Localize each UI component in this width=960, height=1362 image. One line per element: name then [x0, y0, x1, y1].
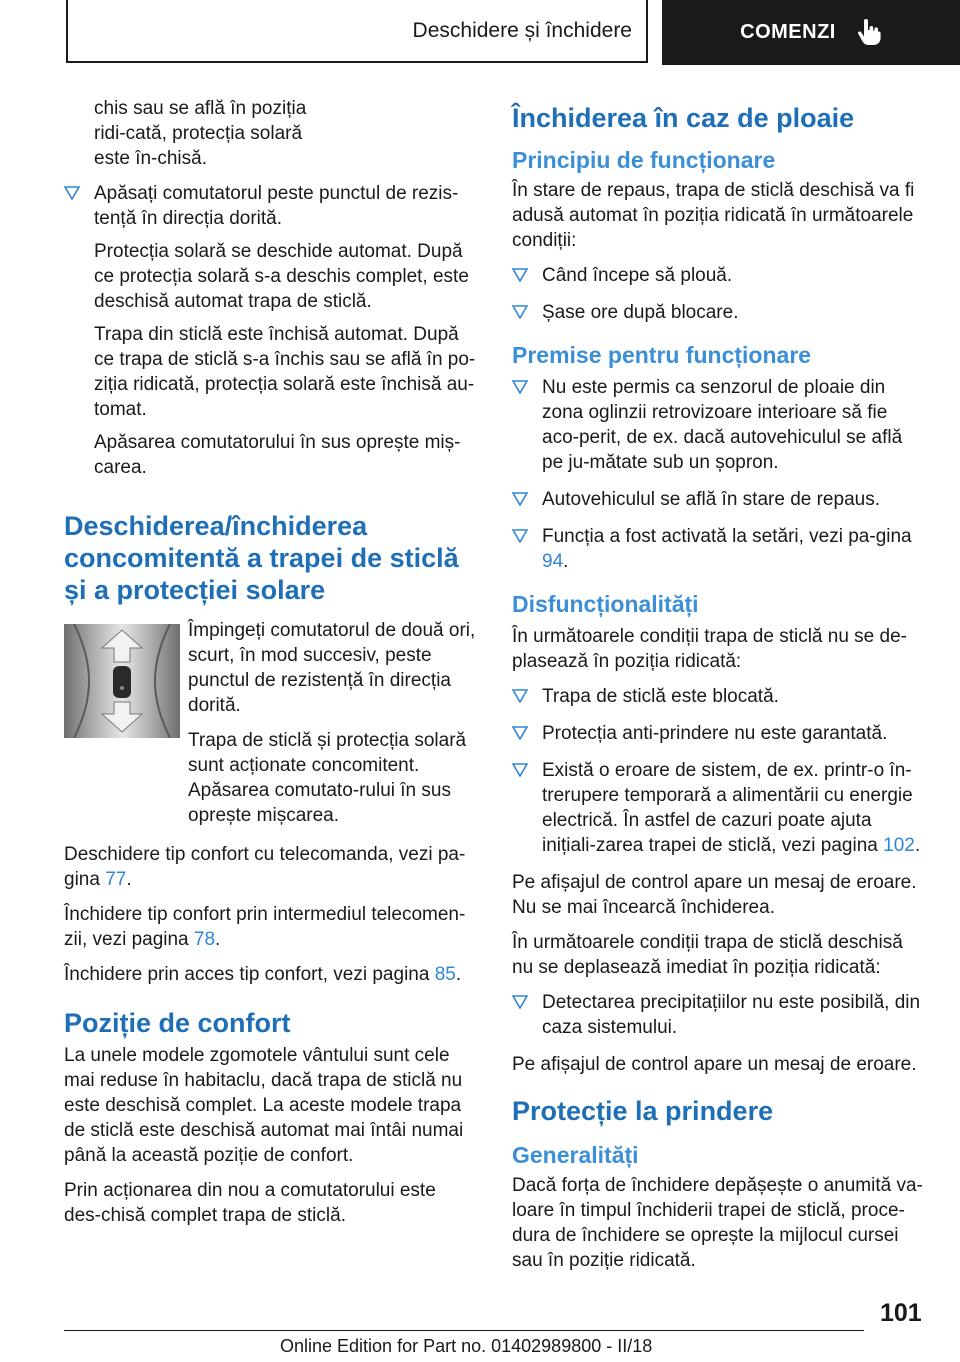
chapter-label: COMENZI [740, 21, 836, 43]
paragraph: În următoarele condiții trapa de sticlă deschisă nu se deplasează imediat în poziția ridicată: [512, 932, 903, 978]
left-column [64, 96, 478, 1238]
page-number: 101 [880, 1299, 922, 1327]
list-item [512, 375, 928, 475]
list-item-text-part: Funcția a fost activată la setări, vezi pa-gina [542, 526, 912, 547]
triangle-bullet-icon [512, 689, 528, 703]
page-link[interactable]: 94 [542, 551, 564, 572]
list-item-text: Funcția a fost activată la setări, vezi pa-gina 94. [542, 526, 912, 572]
list-item-text: Autovehiculul se află în stare de repaus. [542, 489, 880, 510]
switch-illustration [64, 624, 180, 738]
heading-malfunction: Disfuncționalități [512, 591, 699, 617]
figure-caption-2: Trapa de sticlă și protecția solară sunt acționate concomitent. Apăsarea comutato-rului în sus oprește mișcarea. [188, 730, 467, 826]
footer-edition: Online Edition for Part no. 01402989800 - II/18 [280, 1336, 653, 1356]
paragraph: Prin acționarea din nou a comutatorului este des-chisă complet trapa de sticlă. [64, 1180, 436, 1226]
paragraph: Protecția solară se deschide automat. După ce protecția solară s-a deschis complet, este deschisă automat trapa de sticlă. [94, 241, 469, 312]
heading-pinch: Protecție la prindere [512, 1096, 774, 1126]
list-item [512, 990, 928, 1040]
triangle-bullet-icon [512, 268, 528, 282]
triangle-bullet-icon [512, 763, 528, 777]
footer-divider [64, 1330, 864, 1331]
list-item [512, 300, 928, 325]
triangle-bullet-icon [512, 726, 528, 740]
paragraph: Dacă forța de închidere depășește o anumită va-loare în timpul închiderii trapei de sticlă, proce-dura de închidere se oprește la mijlocul cursei sau în poziție ridicată. [512, 1175, 923, 1271]
figure-block [64, 618, 478, 828]
paragraph: Închidere prin acces tip confort, vezi pagina 85. [64, 964, 462, 985]
triangle-bullet-icon [512, 305, 528, 319]
paragraph-text: Închidere prin acces tip confort, vezi pagina [64, 964, 430, 985]
list-item-text: Există o eroare de sistem, de ex. printr-o în-trerupere temporară a alimentării cu energie electrică. În astfel de cazuri poate ajuta inițiali-zarea trapei de sticlă, vezi pagina 102. [542, 760, 921, 856]
heading-rain: Închiderea în caz de ploaie [512, 103, 855, 133]
paragraph: În următoarele condiții trapa de sticlă nu se de-plasează în poziția ridicată: [512, 626, 907, 672]
page-link[interactable]: 85 [434, 964, 456, 985]
section-title: Deschidere și închidere [412, 18, 632, 42]
list-item-text: Nu este permis ca senzorul de ploaie din zona oglinzii retrovizoare interioare să fie aco-perit, de ex. dacă autovehiculul se află pe ju-mătate sub un șopron. [542, 377, 903, 473]
list-item-text: Trapa de sticlă este blocată. [542, 686, 779, 707]
triangle-bullet-icon [512, 995, 528, 1009]
header-chapter-tab[interactable] [662, 0, 960, 65]
paragraph: Închidere tip confort prin intermediul telecomen-zii, vezi pagina 78. [64, 904, 466, 950]
paragraph: Apăsarea comutatorului în sus oprește miș-carea. [94, 432, 461, 478]
continued-text: chis sau se află în poziția ridi-cată, protecția solară este în-chisă. [94, 98, 307, 169]
list-item [512, 263, 928, 288]
heading-premise: Premise pentru funcționare [512, 342, 812, 368]
list-item-text: Protecția anti-prindere nu este garantată. [542, 723, 888, 744]
page-link[interactable]: 78 [193, 929, 216, 950]
heading-comfort: Poziție de confort [64, 1008, 291, 1038]
figure-caption-start [188, 728, 478, 828]
paragraph: Trapa din sticlă este închisă automat. După ce trapa de sticlă s-a închis sau se află în po-ziția ridicată, protecția solară este închisă au-tomat. [94, 324, 476, 420]
triangle-bullet-icon [512, 380, 528, 394]
paragraph: La unele modele zgomotele vântului sunt cele mai reduse în habitaclu, dacă trapa de sticlă nu este deschisă complet. La aceste modele trapa de sticlă este deschisă automat mai întâi numai până la această poziție de confort. [64, 1045, 464, 1166]
figure-caption: Împingeți comutatorul de două ori, scurt, în mod succesiv, peste punctul de rezistență în direcția dorită. [188, 620, 476, 716]
right-column [512, 96, 928, 1283]
paragraph-text: Închidere tip confort prin intermediul telecomen-zii, vezi pagina [64, 904, 466, 950]
list-item [512, 758, 928, 858]
page-link[interactable]: 102 [883, 835, 915, 856]
paragraph: Pe afișajul de control apare un mesaj de eroare. Nu se mai încearcă închiderea. [512, 872, 917, 918]
paragraph: Deschidere tip confort cu telecomanda, vezi pa-gina 77. [64, 844, 466, 890]
header-section-title [66, 0, 648, 63]
hand-pointer-icon [856, 19, 882, 47]
list-item-text: Când începe să plouă. [542, 265, 733, 286]
heading-concomitent: Deschiderea/închiderea concomitentă a trapei de sticlă și a protecției solare [64, 511, 459, 605]
list-item-text: Apăsați comutatorul peste punctul de rezis-tență în direcția dorită. [94, 183, 459, 229]
list-item-text: Șase ore după blocare. [542, 302, 739, 323]
list-item [512, 524, 928, 574]
triangle-bullet-icon [512, 529, 528, 543]
heading-general: Generalități [512, 1142, 639, 1168]
list-item-text: Detectarea precipitațiilor nu este posibilă, din caza sistemului. [542, 992, 921, 1038]
list-item [512, 721, 928, 746]
paragraph: În stare de repaus, trapa de sticlă deschisă va fi adusă automat în poziția ridicată în următoarele condiții: [512, 180, 915, 251]
heading-principle: Principiu de funcționare [512, 147, 776, 173]
paragraph-text: Deschidere tip confort cu telecomanda, vezi pa-gina [64, 844, 466, 890]
list-item [64, 181, 478, 480]
triangle-bullet-icon [64, 186, 80, 200]
list-item [512, 487, 928, 512]
page-link[interactable]: 77 [105, 869, 127, 890]
list-item [512, 684, 928, 709]
paragraph: Pe afișajul de control apare un mesaj de eroare. [512, 1054, 917, 1075]
list-item-text-part: Există o eroare de sistem, de ex. printr-o în-trerupere temporară a alimentării cu energie electrică. În astfel de cazuri poate ajuta inițiali-zarea trapei de sticlă, vezi pagina [542, 760, 913, 856]
triangle-bullet-icon [512, 492, 528, 506]
